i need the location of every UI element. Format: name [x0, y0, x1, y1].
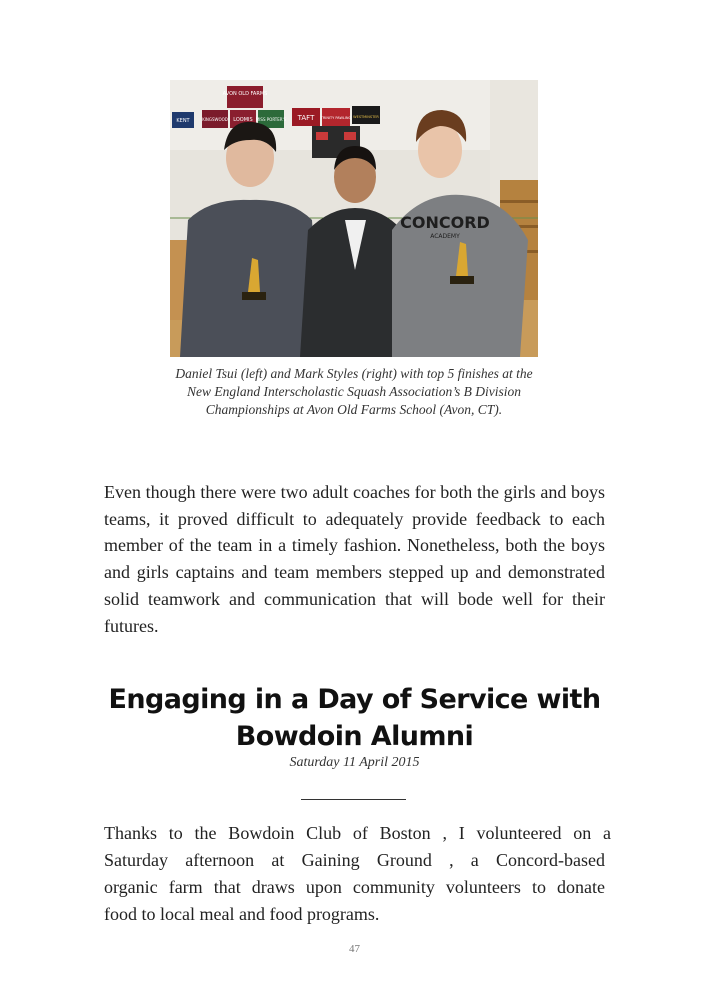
banner-loomis: LOOMIS: [233, 117, 253, 123]
banner-taft: TAFT: [297, 114, 315, 122]
shirt-subtext: ACADEMY: [430, 233, 460, 240]
banner-kent: KENT: [176, 118, 190, 124]
body-paragraph: Even though there were two adult coaches for both the girls and boys teams, it proved difficult to adequately provide feedback to each member of the team in a timely fashion. Nonetheless, both the boys and girls captains and team members stepped up and demonstrated solid teamwork and communication that will bode well for their futures.: [104, 482, 605, 636]
section-title: Engaging in a Day of Service with Bowdoin Alumni: [108, 684, 601, 752]
banner-avon: AVON OLD FARMS: [222, 91, 268, 97]
page-number: 47: [349, 943, 360, 955]
team-photo: [170, 80, 538, 357]
section-divider: [301, 799, 406, 800]
photo-caption: Daniel Tsui (left) and Mark Styles (right) with top 5 finishes at the New England Interscholastic Squash Association’s B Division Championships at Avon Old Farms School (Avon, CT).: [175, 366, 533, 417]
banner-trinity: TRINITY PAWLING: [320, 116, 352, 120]
banner-miss-porters: MISS PORTER'S: [255, 117, 287, 122]
body-paragraph-2: [104, 820, 611, 928]
banner-westminster: WESTMINSTER: [353, 115, 379, 119]
paragraph-line: organic farm that draws upon community volunteers to donate: [104, 877, 605, 897]
paragraph-line: food to local meal and food programs.: [104, 904, 380, 924]
paragraph-line: Saturday afternoon at Gaining Ground , a Concord-based: [104, 850, 605, 870]
paragraph-line: Thanks to the Bowdoin Club of Boston , I volunteered on a: [104, 823, 611, 843]
shirt-logo: CONCORD: [400, 213, 490, 232]
banner-kingswood: KINGSWOOD: [202, 117, 228, 122]
section-date: Saturday 11 April 2015: [289, 755, 420, 770]
